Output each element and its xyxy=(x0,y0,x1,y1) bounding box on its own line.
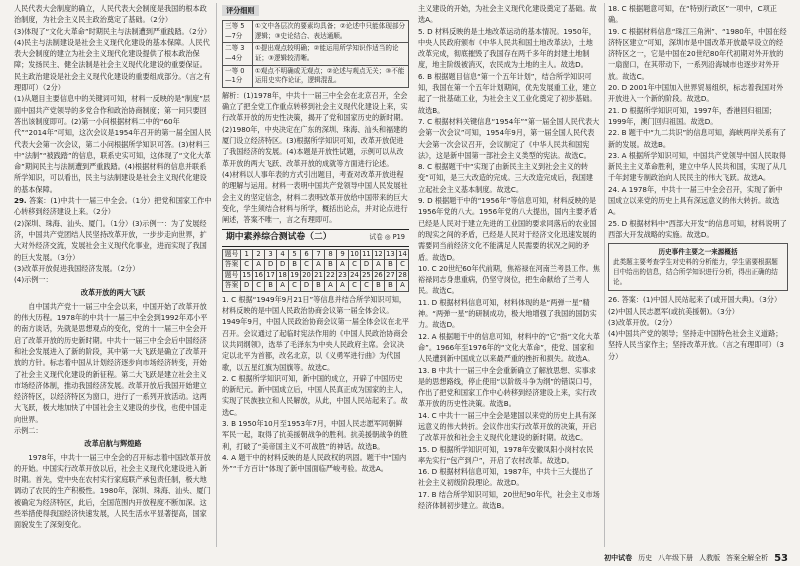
table-cell: ①文中各层次的要素均具备；②论述中只能体现部分逻辑；③史论结合、表达通顺。 xyxy=(252,21,408,43)
table-cell: 2 xyxy=(253,249,265,260)
question-number: 29. xyxy=(14,196,27,206)
table-row xyxy=(223,43,409,65)
tip-box-title: 历史事件主要之一来源概括 xyxy=(658,248,738,257)
table-cell: 9 xyxy=(336,249,348,260)
table-cell: B xyxy=(313,281,325,292)
column-2 xyxy=(222,3,409,547)
table-cell: 3 xyxy=(265,249,277,260)
paragraph: 示例二： xyxy=(14,425,43,435)
table-cell: D xyxy=(241,281,253,292)
table-cell: 15 xyxy=(242,270,251,279)
table-cell: C xyxy=(348,260,360,271)
paragraph: 16. D 根据材料信息可知，1987年，中共十三大提出了社会主义初级阶段理论。故选D。 xyxy=(418,467,594,488)
table-cell: 12 xyxy=(374,249,383,258)
table-cell: 27 xyxy=(386,270,395,279)
footer-grade: 八年级下册 xyxy=(658,554,694,562)
table-cell: A xyxy=(336,281,348,292)
paragraph: 21. D 根据所学知识可知，1997年，香港回归祖国；1999年，澳门回归祖国。故选D。 xyxy=(608,105,777,126)
table-cell: 8 xyxy=(325,249,337,260)
paragraph: 13. B 中共十一届三中全会重新确立了解放思想、实事求是的思想路线，停止使用“以阶级斗争为纲”的错误口号，作出了把党和国家工作中心转移到经济建设上来，实行改革开放的历史性决策。故选B。 xyxy=(418,365,597,409)
answer-table xyxy=(222,249,409,292)
table-cell: C xyxy=(348,281,360,292)
table-row xyxy=(223,249,409,260)
paragraph: 15. D 根据所学知识可知，1978年安徽凤阳小岗村农民率先实行“包产到户”，开启了农村改革。故选D。 xyxy=(418,444,594,465)
table-cell: D xyxy=(265,260,277,271)
table-cell: D xyxy=(277,260,289,271)
essay-heading: 改革开放的两大飞跃 xyxy=(80,288,146,298)
rubric-table xyxy=(222,20,409,88)
table-cell: 题号 xyxy=(223,249,241,260)
paragraph: 9. D 根据题干中的“1956年”等信息可知，材料反映的是1956年党的八大。1956年党的八大提出，国内主要矛盾已经是人民对于建立先进的工业国的要求同落后的农业国的现实之间的矛盾，已经是人民对于经济文化迅速发展的需要同当前经济文化不能满足人民需要的状况之间的矛盾。故选D。 xyxy=(418,196,598,262)
table-cell: 一等 0—1分 xyxy=(223,65,253,87)
paragraph: (4)中国共产党的领导；坚持走中国特色社会主义道路；坚持人民当家作主；坚持改革开放。（言之有理即可）（3分） xyxy=(608,329,784,361)
table-cell: D xyxy=(301,281,313,292)
table-cell: A xyxy=(372,260,384,271)
section-title-bar xyxy=(222,229,409,246)
paragraph: (4)材料以人事年表的方式引出题目，考查对改革开放进程的理解与运用。材料一表明中国共产党领导中国人民发展社会主义的坚定信念，材料二表明改革开放给中国带来的巨大变化，学生须结合材料与所学，概括出论点，并对论点进行阐述，答案不唯一，言之有理即可。 xyxy=(222,169,408,225)
rubric-label: 评分细则 xyxy=(222,5,259,16)
table-cell: A xyxy=(277,281,289,292)
paragraph: 1. C 根据“1949年9月21日”等信息并结合所学知识可知，材料反映的是中国人民政治协商会议第一届全体会议。1949年9月，中国人民政治协商会议第一届全体会议在北平召开。会议通过了起临时宪法作用的《中国人民政治协商会议共同纲领》，选举了毛泽东为中央人民政府主席。会议决定以北平为首都，改名北京，以《义勇军进行曲》为代国歌，以五星红旗为国旗等。故选C。 xyxy=(222,294,409,372)
table-cell: A xyxy=(313,260,325,271)
table-cell: 答案 xyxy=(223,260,241,271)
paragraph: 10. C 20世纪60年代前期，焦裕禄在河南兰考县工作。焦裕禄同志身患重病，仍坚守岗位，把生命献给了兰考人民。故选C。 xyxy=(418,263,600,296)
footer-brand: 初中试卷 xyxy=(604,554,633,562)
table-cell: C xyxy=(241,260,253,271)
table-cell: 26 xyxy=(374,270,383,279)
paragraph: 25. D 根据材料中“西部大开发”的信息可知，材料说明了西部大开发战略的实施。故选D。 xyxy=(608,218,787,239)
table-cell: C xyxy=(396,260,408,271)
table-cell: C xyxy=(289,281,301,292)
table-cell: ①提出观点较明确；②能运用所学知识作适当的论证；③逻辑较清晰。 xyxy=(252,43,408,65)
table-cell: C xyxy=(253,281,265,292)
table-row xyxy=(223,270,409,281)
question-29 xyxy=(14,195,212,218)
paragraph: (3)改革开放。（2分） xyxy=(608,317,677,327)
page-number: 53 xyxy=(774,552,788,564)
table-cell: 16 xyxy=(254,270,263,279)
section-title: 期中素养综合测试卷（二） xyxy=(226,232,332,243)
tip-box xyxy=(608,243,788,291)
paragraph: 20. D 2001年中国加入世界贸易组织，标志着我国对外开放进入一个新的阶段。故选D。 xyxy=(608,83,784,104)
table-cell: ①观点不明确或无观点；②论述与观点无关；③不能运用史实作论证，逻辑混乱。 xyxy=(252,65,408,87)
table-cell: 7 xyxy=(313,249,325,260)
section-ref: 试卷 ◎ P19 xyxy=(369,233,405,242)
table-cell: 28 xyxy=(398,270,407,279)
paragraph: 12. A 根据题干中的信息可知，材料中的“它”指“文化大革命”。1966年至1976年的“文化大革命”，使党、国家和人民遭到新中国成立以来最严重的挫折和损失。故选A。 xyxy=(418,331,600,364)
table-cell: B xyxy=(325,260,337,271)
table-cell: 5 xyxy=(289,249,301,260)
table-cell: A xyxy=(336,260,348,271)
table-cell: 6 xyxy=(301,249,313,260)
table-row xyxy=(223,21,409,43)
table-cell: 1 xyxy=(241,249,253,260)
paragraph: 自中国共产党十一届三中全会以来，中国开始了改革开放的伟大历程。1978年的中共十一届三中全会到1992年邓小平的南方谈话，先就是思想观点的变化，党的十一届三中全会开启了改革开放的历史新时期。中共十一届三中全会后中国经济和社会发展进入了新的阶段，其中第一大飞跃是确立了改革开放的方针。标志着中国从计划经济逐步向市场经济转变，开始了社会主义现代化建设的新征程。第二大飞跃是建立社会主义市场经济体制，推动我国经济发展。改革开放后我国开始建立经济特区，以经济特区为窗口，进行了一系列开放活动。这两大飞跃，极大地加快了中国社会主义建设的步伐，也使中国走向世界。 xyxy=(14,301,208,424)
footer-edition: 人教版 xyxy=(699,554,721,562)
table-cell: C xyxy=(301,260,313,271)
paragraph: 22. B 题干中“九二共识”的信息可知，海峡两岸关系有了新的发展。故选B。 xyxy=(608,128,787,149)
table-cell: 10 xyxy=(350,249,359,258)
paragraph: 24. A 1978年，中共十一届三中全会召开，实现了新中国成立以来党的历史上具有深远意义的伟大转折。故选A。 xyxy=(608,184,783,217)
paragraph: 11. D 根据材料信息可知，材料体现的是“两弹一星”精神。“两弹一星”的研制成功，极大地增强了我国的国防实力。故选D。 xyxy=(418,297,597,330)
table-cell: 24 xyxy=(350,270,359,279)
table-cell: B xyxy=(372,281,384,292)
question-body: 答案：(1)中共十一届三中全会。（1分）把党和国家工作中心转移到经济建设上来。（2分） xyxy=(14,196,212,217)
table-cell: 三等 5—7分 xyxy=(223,21,253,43)
table-cell: A xyxy=(253,260,265,271)
table-row xyxy=(223,281,409,292)
paragraph: 19. C 根据材料信息“珠江三角洲”、“1980年，中国在经济特区建立”可知，深圳市是中国改革开放最早设立的经济特区之一，它是中国在20世纪80年代初期对外开放的一扇窗口，在其带动下，一系列沿海城市也逐步对外开放。故选C。 xyxy=(608,26,787,81)
table-cell: 11 xyxy=(362,249,371,258)
paragraph: 解析：(1)1978年，中共十一届三中全会在北京召开，全会确立了把全党工作重点转移到社会主义现代化建设上来，实行改革开放的历史性决策，揭开了党和国家历史的新时期。(2)1980年，中央决定在广东的深圳、珠海、汕头和福建的厦门设立经济特区。(3)根据所学知识可知，改革开放促进了我国经济的发展。(4)本题是开放性试题，示例可以从改革开放的两大飞跃、改革开放的成就等方面进行论述。 xyxy=(222,90,408,168)
table-cell: B xyxy=(384,281,396,292)
table-cell: 20 xyxy=(302,270,311,279)
table-cell: A xyxy=(396,281,408,292)
table-cell: 4 xyxy=(277,249,289,260)
table-cell: 17 xyxy=(266,270,275,279)
table-cell: 25 xyxy=(362,270,371,279)
page-footer xyxy=(0,550,800,566)
table-cell: A xyxy=(325,281,337,292)
table-cell: 题号 xyxy=(223,270,241,281)
table-row xyxy=(223,260,409,271)
table-row xyxy=(223,65,409,87)
footer-section: 答案全解全析 xyxy=(726,554,769,562)
table-cell: 二等 3—4分 xyxy=(223,43,253,65)
column-3 xyxy=(418,3,605,547)
table-cell: B xyxy=(265,281,277,292)
table-cell: 21 xyxy=(314,270,323,279)
table-cell: D xyxy=(360,260,372,271)
paragraph: 23. A 根据所学知识可知，中国共产党领导中国人民取得新民主主义革命胜利，建立中华人民共和国，实现了从几千年封建专制政治向人民民主的伟大飞跃。故选A。 xyxy=(608,150,787,183)
paragraph: 2. C 根据所学知识可知，新中国的成立，开辟了中国历史的新纪元。新中国成立后，中国人民真正成为国家的主人，实现了民族独立和人民解放，从此，中国人民站起来了。故选C。 xyxy=(222,373,408,417)
paragraph: 8. C 根据题干中“实现了由新民主主义到社会主义的转变”可知，是三大改造的完成。三大改造完成后，我国建立起社会主义基本制度。故选C。 xyxy=(418,162,594,194)
paragraph: 14. C 中共十一届三中全会是建国以来党的历史上具有深远意义的伟大转折。会议作出实行改革开放的决策，开启了改革开放和社会主义现代化建设的新时期。故选C。 xyxy=(418,410,597,443)
paragraph: 7. C 根据材料关键信息“1954年”“第一届全国人民代表大会第一次会议”可知，1954年9月，第一届全国人民代表大会第一次会议召开，会议制定了《中华人民共和国宪法》，这是新中国第一部社会主义类型的宪法。故选C。 xyxy=(418,116,600,160)
table-cell: 23 xyxy=(338,270,347,279)
paragraph: (2)深圳、珠海、汕头、厦门。（1分）(3)示例一：为了发展经济，中国共产党团结人民坚持改革开放，一步步走向世界，扩大对外经济交流，发展社会主义现代化事业，进而实现了我国的巨大发展。（3分） xyxy=(14,218,207,262)
paragraph: (3)改革开放促进我国经济发展。（2分） xyxy=(14,263,140,273)
table-cell: 22 xyxy=(326,270,335,279)
paragraph: (4)示例一： xyxy=(14,275,53,285)
table-cell: 18 xyxy=(278,270,287,279)
paragraph: 26. 答案：(1)中国人民站起来了(或开国大典)。（3分） xyxy=(608,295,782,305)
paragraph: 3. B 1950年10月至1953年7月，中国人民志愿军同朝鲜军民一起，取得了抗美援朝战争的胜利。抗美援朝战争的胜利，打破了“美帝国主义不可战胜”的神话。故选B。 xyxy=(222,418,408,451)
table-cell: B xyxy=(289,260,301,271)
paragraph: 18. C 根据题意可知，在“特别行政区”一项中，C项正确。 xyxy=(608,4,777,25)
paragraph: (3)体现了“文化大革命”时期民主与法制遭到严重践踏。（2分） xyxy=(14,26,211,36)
paragraph: (1)从题目主要信息中的关键词可知，材料一反映的是“制度”层面中国共产党领导的多党合作和政治协商制度；第一问只要回答出该制度即可。(2)第一小问根据材料二中的“60年代”“2014年”可知，这次会议是1954年召开的第一届全国人民代表大会第一次会议，第二小问根据所学知识可答。(3)材料三中“法制”“被践踏”的信息，联系史实可知，这体现了“文化大革命”期间民主与法制遭到严重践踏。(4)根据材料的信息并联系所学知识，可以看出，民主与法制建设是社会主义现代化建设的基本保障。 xyxy=(14,94,212,194)
footer-subject: 历史 xyxy=(638,554,653,562)
table-cell: 19 xyxy=(290,270,299,279)
table-cell: 答案 xyxy=(223,281,241,292)
column-4 xyxy=(608,3,788,547)
paragraph: 人民代表大会制度的确立，人民代表大会制度是我国的根本政治制度，为社会主义民主政治奠定了基础。（2分） xyxy=(14,4,207,25)
essay-heading: 改革启航与辉煌路 xyxy=(84,439,142,449)
column-1 xyxy=(14,3,217,547)
table-cell: 14 xyxy=(398,249,407,258)
paragraph: 5. D 材料反映的是土地改革运动的基本情况。1950年，中央人民政府颁布《中华人民共和国土地改革法》，土地改革完成，彻底摧毁了我国存在两千多年的封建土地制度，地主阶级被消灭，农民成为土地的主人。故选D。 xyxy=(418,26,596,70)
table-cell: B xyxy=(384,260,396,271)
paragraph: (4)民主与法制建设是社会主义现代化建设的基本保障。人民代表大会制度的建立为社会主义现代化建设提供了根本政治保障；发扬民主、健全法制是社会主义现代化建设的重要保证。民主政治建设是社会主义现代化建设的重要组成部分。（言之有理即可）（2分） xyxy=(14,37,211,93)
paragraph: 17. B 结合所学知识可知，20世纪90年代，社会主义市场经济体制初步建立。故选B。 xyxy=(418,489,600,511)
paragraph: 主义建设的开始，为社会主义现代化建设奠定了基础。故选A。 xyxy=(418,4,597,25)
table-cell: 13 xyxy=(386,249,395,258)
paragraph: 6. B 根据题目信息“第一个五年计划”，结合所学知识可知，我国在第一个五年计划期间，优先发展重工业，建立起了一批基础工业，为社会主义工业化奠定了初步基础。故选B。 xyxy=(418,71,597,115)
table-cell: C xyxy=(360,281,372,292)
paragraph: 1978年，中共十一届三中全会的召开标志着中国改革开放的开始。中国实行改革开放以后，社会主义现代化建设进入新时期。首先，党中央在农村实行家庭联产承包责任制，极大地调动了农民的生产积极性。1980年，深圳、珠海、汕头、厦门被确定为经济特区，此后，全国范围内开放程度不断加深。这些举措使得我国经济快速发展，人民生活水平显著提高，国家面貌发生了深刻变化。 xyxy=(14,452,211,530)
paragraph: 4. A 题干中的材料反映的是人民政权的巩固。题干中“国内外”“千方百计”体现了新中国面临严峻考验。故选A。 xyxy=(222,452,407,474)
tip-box-text: 此类题主要考查学生对史料的分析能力，学生需要根据题目中给出的信息，结合所学知识进行分析，得出正确的结论。 xyxy=(613,258,778,287)
paragraph: (2)中国人民志愿军(或抗美援朝)。（3分） xyxy=(608,306,739,316)
